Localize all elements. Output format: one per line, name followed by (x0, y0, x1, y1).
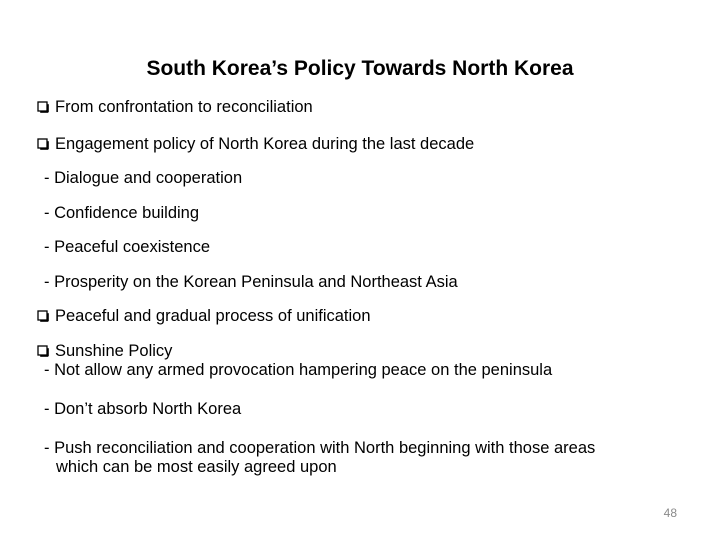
bullet-text: Engagement policy of North Korea during the last decade (55, 135, 475, 153)
sub-item: - Not allow any armed provocation hampering peace on the peninsula (44, 361, 553, 379)
page-number: 48 (663, 506, 677, 520)
bullet-item (37, 342, 172, 361)
bullet-text: From confrontation to reconciliation (55, 98, 313, 116)
bullet-text: Sunshine Policy (55, 342, 173, 360)
sub-item-continuation: which can be most easily agreed upon (56, 458, 337, 476)
sub-item: - Push reconciliation and cooperation with North beginning with those areas (44, 439, 596, 457)
bullet-item (37, 98, 313, 117)
bullet-item (37, 135, 474, 154)
sub-item: - Don’t absorb North Korea (44, 400, 242, 418)
checkbox-bullet-icon (37, 138, 49, 150)
checkbox-bullet-icon (37, 310, 49, 322)
checkbox-bullet-icon (37, 101, 49, 113)
sub-item: - Peaceful coexistence (44, 238, 211, 256)
sub-item: - Confidence building (44, 204, 200, 222)
sub-item: - Prosperity on the Korean Peninsula and Northeast Asia (44, 273, 458, 291)
slide-title: South Korea’s Policy Towards North Korea (146, 57, 574, 80)
checkbox-bullet-icon (37, 345, 49, 357)
bullet-item (37, 307, 371, 326)
bullet-text: Peaceful and gradual process of unification (55, 307, 371, 325)
sub-item: - Dialogue and cooperation (44, 169, 243, 187)
